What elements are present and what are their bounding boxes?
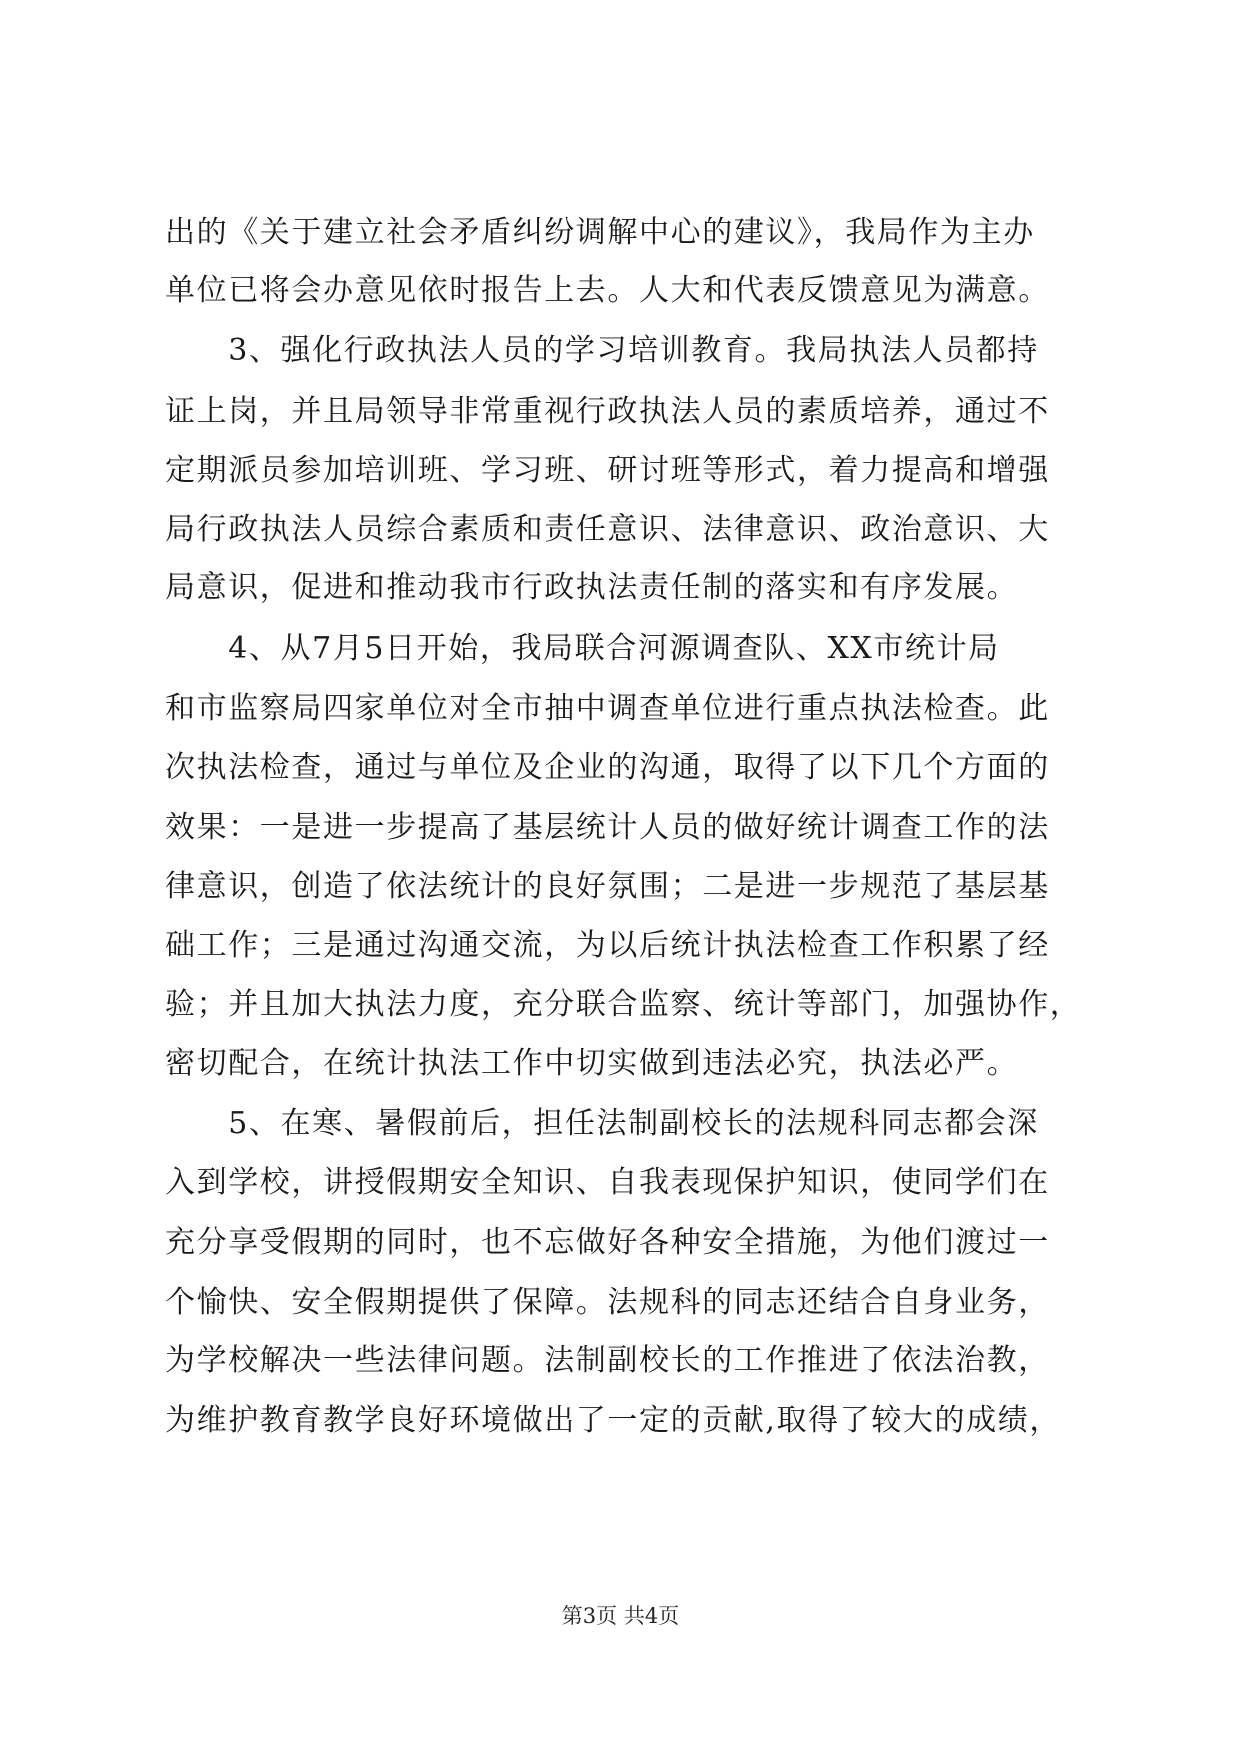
text-line: 个愉快、安全假期提供了保障。法规科的同志还结合自身业务， bbox=[165, 1285, 1050, 1320]
text-line: 验；并且加大执法力度，充分联合监察、统计等部门，加强协作， bbox=[165, 987, 1082, 1022]
text-line: 效果：一是进一步提高了基层统计人员的做好统计调查工作的法 bbox=[165, 810, 1050, 845]
text-line: 4、从7月5日开始，我局联合河源调查队、XX市统计局 bbox=[165, 631, 1000, 666]
text-line: 出的《关于建立社会矛盾纠纷调解中心的建议》，我局作为主办 bbox=[165, 215, 1035, 250]
text-line: 证上岗，并且局领导非常重视行政执法人员的素质培养，通过不 bbox=[165, 394, 1050, 429]
text-line: 局行政执法人员综合素质和责任意识、法律意识、政治意识、大 bbox=[165, 512, 1050, 547]
text-line: 5、在寒、暑假前后，担任法制副校长的法规科同志都会深 bbox=[165, 1106, 1039, 1141]
text-line: 次执法检查，通过与单位及企业的沟通，取得了以下几个方面的 bbox=[165, 750, 1050, 785]
text-line: 和市监察局四家单位对全市抽中调查单位进行重点执法检查。此 bbox=[165, 691, 1050, 726]
page-number-footer: 第3页 共4页 bbox=[561, 1604, 680, 1628]
text-line: 单位已将会办意见依时报告上去。人大和代表反馈意见为满意。 bbox=[165, 273, 1050, 308]
text-line: 律意识，创造了依法统计的良好氛围；二是进一步规范了基层基 bbox=[165, 869, 1050, 904]
text-line: 充分享受假期的同时，也不忘做好各种安全措施，为他们渡过一 bbox=[165, 1225, 1050, 1260]
text-line: 为维护教育教学良好环境做出了一定的贡献,取得了较大的成绩， bbox=[165, 1403, 1061, 1438]
text-line: 入到学校，讲授假期安全知识、自我表现保护知识，使同学们在 bbox=[165, 1165, 1050, 1200]
text-line: 密切配合，在统计执法工作中切实做到违法必究，执法必严。 bbox=[165, 1046, 1019, 1081]
text-line: 为学校解决一些法律问题。法制副校长的工作推进了依法治教， bbox=[165, 1343, 1050, 1378]
text-line: 3、强化行政执法人员的学习培训教育。我局执法人员都持 bbox=[165, 333, 1039, 368]
text-line: 础工作；三是通过沟通交流，为以后统计执法检查工作积累了经 bbox=[165, 928, 1050, 963]
text-line: 局意识，促进和推动我市行政执法责任制的落实和有序发展。 bbox=[165, 570, 1019, 605]
text-line: 定期派员参加培训班、学习班、研讨班等形式，着力提高和增强 bbox=[165, 453, 1050, 488]
